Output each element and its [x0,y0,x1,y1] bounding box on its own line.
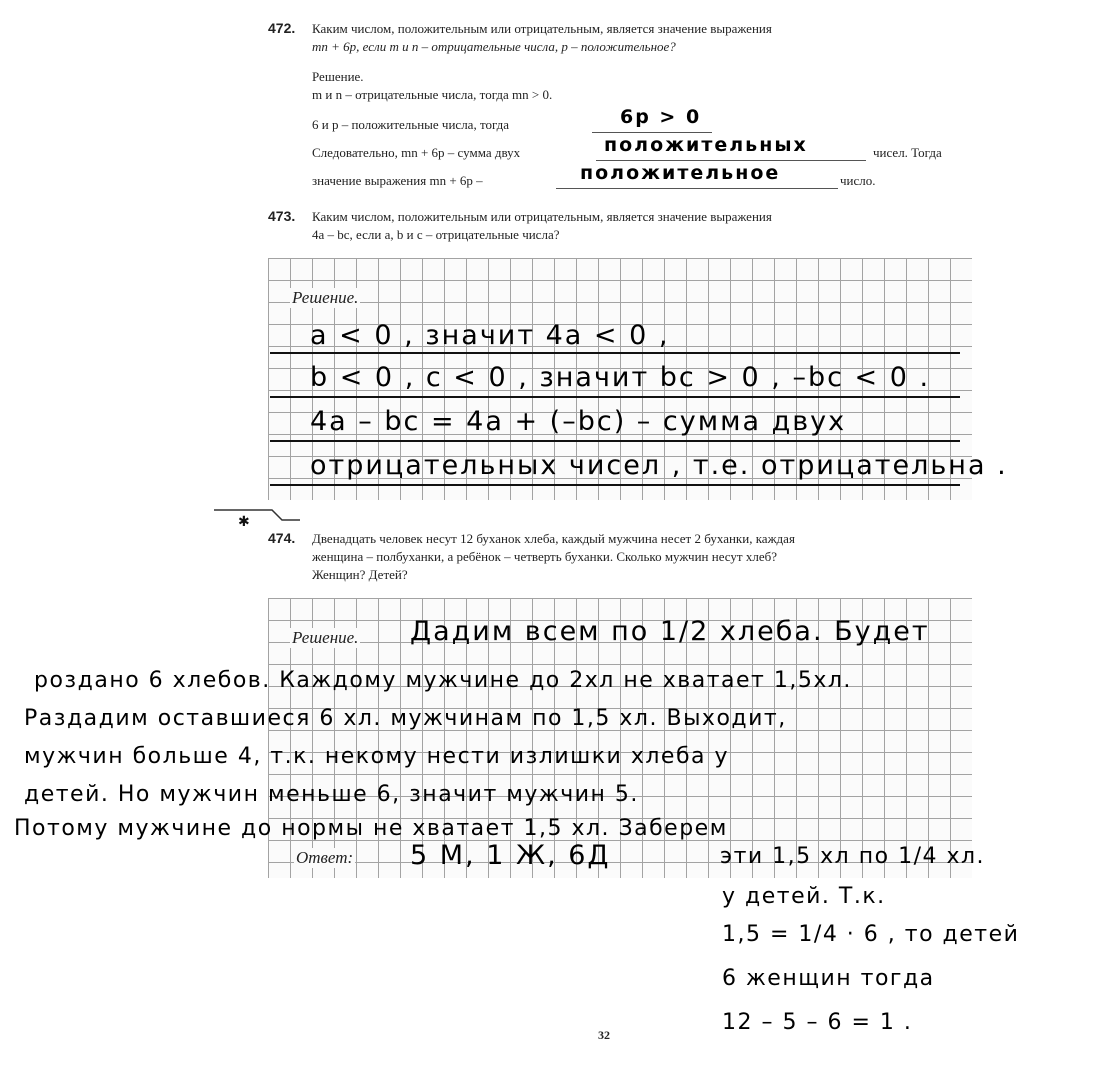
asterisk-icon: ✱ [238,514,250,530]
problem-472-line2-prefix: 6 и p – положительные числа, тогда [312,117,510,132]
problem-473-hand-line1: a < 0 , значит 4a < 0 , [310,320,670,351]
problem-474-hand-line4: детей. Но мужчин меньше 6, значит мужчин 5. [24,782,639,807]
problem-472-question-line1: Каким числом, положительным или отрицательным, является значение выражения [312,21,772,36]
problem-473-hand-line2: b < 0 , c < 0 , значит bc > 0 , –bc < 0 . [310,362,931,393]
problem-472-question-line2: mn + 6p, если m и n – отрицательные числа, p – положительное? [312,39,676,54]
problem-472-line1: m и n – отрицательные числа, тогда mn > 0. [312,87,553,102]
grid-bold-line [270,484,960,486]
problem-474-answer-label: Ответ: [296,848,354,867]
grid-bold-line [270,440,960,442]
answer-blank-underline [556,188,838,189]
problem-473-number: 473. [268,208,296,224]
problem-474-hand-line1: роздано 6 хлебов. Каждому мужчине до 2хл не хватает 1,5хл. [34,668,852,693]
problem-474-hand-line5: Потому мужчине до нормы не хватает 1,5 хл. Заберем [14,816,728,841]
grid-bold-line [270,352,960,354]
problem-473-hand-line3: 4a – bc = 4a + (–bc) – сумма двух [310,406,847,437]
answer-blank-underline [592,132,712,133]
problem-474-hand-tail4: 12 – 5 – 6 = 1 . [722,1010,913,1035]
problem-474-hand-line3: мужчин больше 4, т.к. некому нести излишки хлеба у [24,744,730,769]
problem-473-question-line2: 4a – bc, если a, b и c – отрицательные числа? [312,227,560,242]
problem-474-question-line1: Двенадцать человек несут 12 буханок хлеба, каждый мужчина несет 2 буханки, каждая [312,531,795,546]
problem-472-line3-prefix: Следовательно, mn + 6p – сумма двух [312,145,521,160]
problem-473-question-line1: Каким числом, положительным или отрицательным, является значение выражения [312,209,772,224]
problem-472-number: 472. [268,20,296,36]
problem-472-handwritten-positive-plural: положительных [604,134,808,156]
answer-blank-underline [596,160,866,161]
problem-474-solution-label: Решение. [292,628,359,647]
problem-473-hand-line4: отрицательных чисел , т.е. отрицательна . [310,450,1008,481]
grid-bold-line [270,396,960,398]
page-number: 32 [598,1028,610,1042]
problem-472-line4-prefix: значение выражения mn + 6p – [312,173,483,188]
problem-474-number: 474. [268,530,296,546]
problem-474-hand-answer: 5 М, 1 Ж, 6Д [410,840,611,871]
problem-474-hand-first-line: Дадим всем по 1/2 хлеба. Будет [410,616,930,647]
problem-474-hand-tail2: 1,5 = 1/4 · 6 , то детей [722,922,1020,947]
problem-474-hand-answer-continue: эти 1,5 хл по 1/4 хл. [720,844,986,869]
problem-474-question-line2: женщина – полбуханки, а ребёнок – четверть буханки. Сколько мужчин несут хлеб? [312,549,777,564]
problem-474-hand-line2: Раздадим оставшиеся 6 хл. мужчинам по 1,5 хл. Выходит, [24,706,787,731]
problem-472-line3-suffix: чисел. Тогда [873,145,942,160]
problem-474-question-line3: Женщин? Детей? [312,567,408,582]
problem-472-handwritten-6p: 6p > 0 [620,106,702,128]
problem-473-solution-label: Решение. [292,288,359,307]
problem-472-solution-label: Решение. [312,69,364,84]
problem-472-line4-suffix: число. [840,173,876,188]
margin-bracket-mark [212,504,302,528]
problem-474-hand-tail1: у детей. Т.к. [722,884,886,909]
problem-472-handwritten-positive: положительное [580,162,781,184]
problem-474-hand-tail3: 6 женщин тогда [722,966,935,991]
